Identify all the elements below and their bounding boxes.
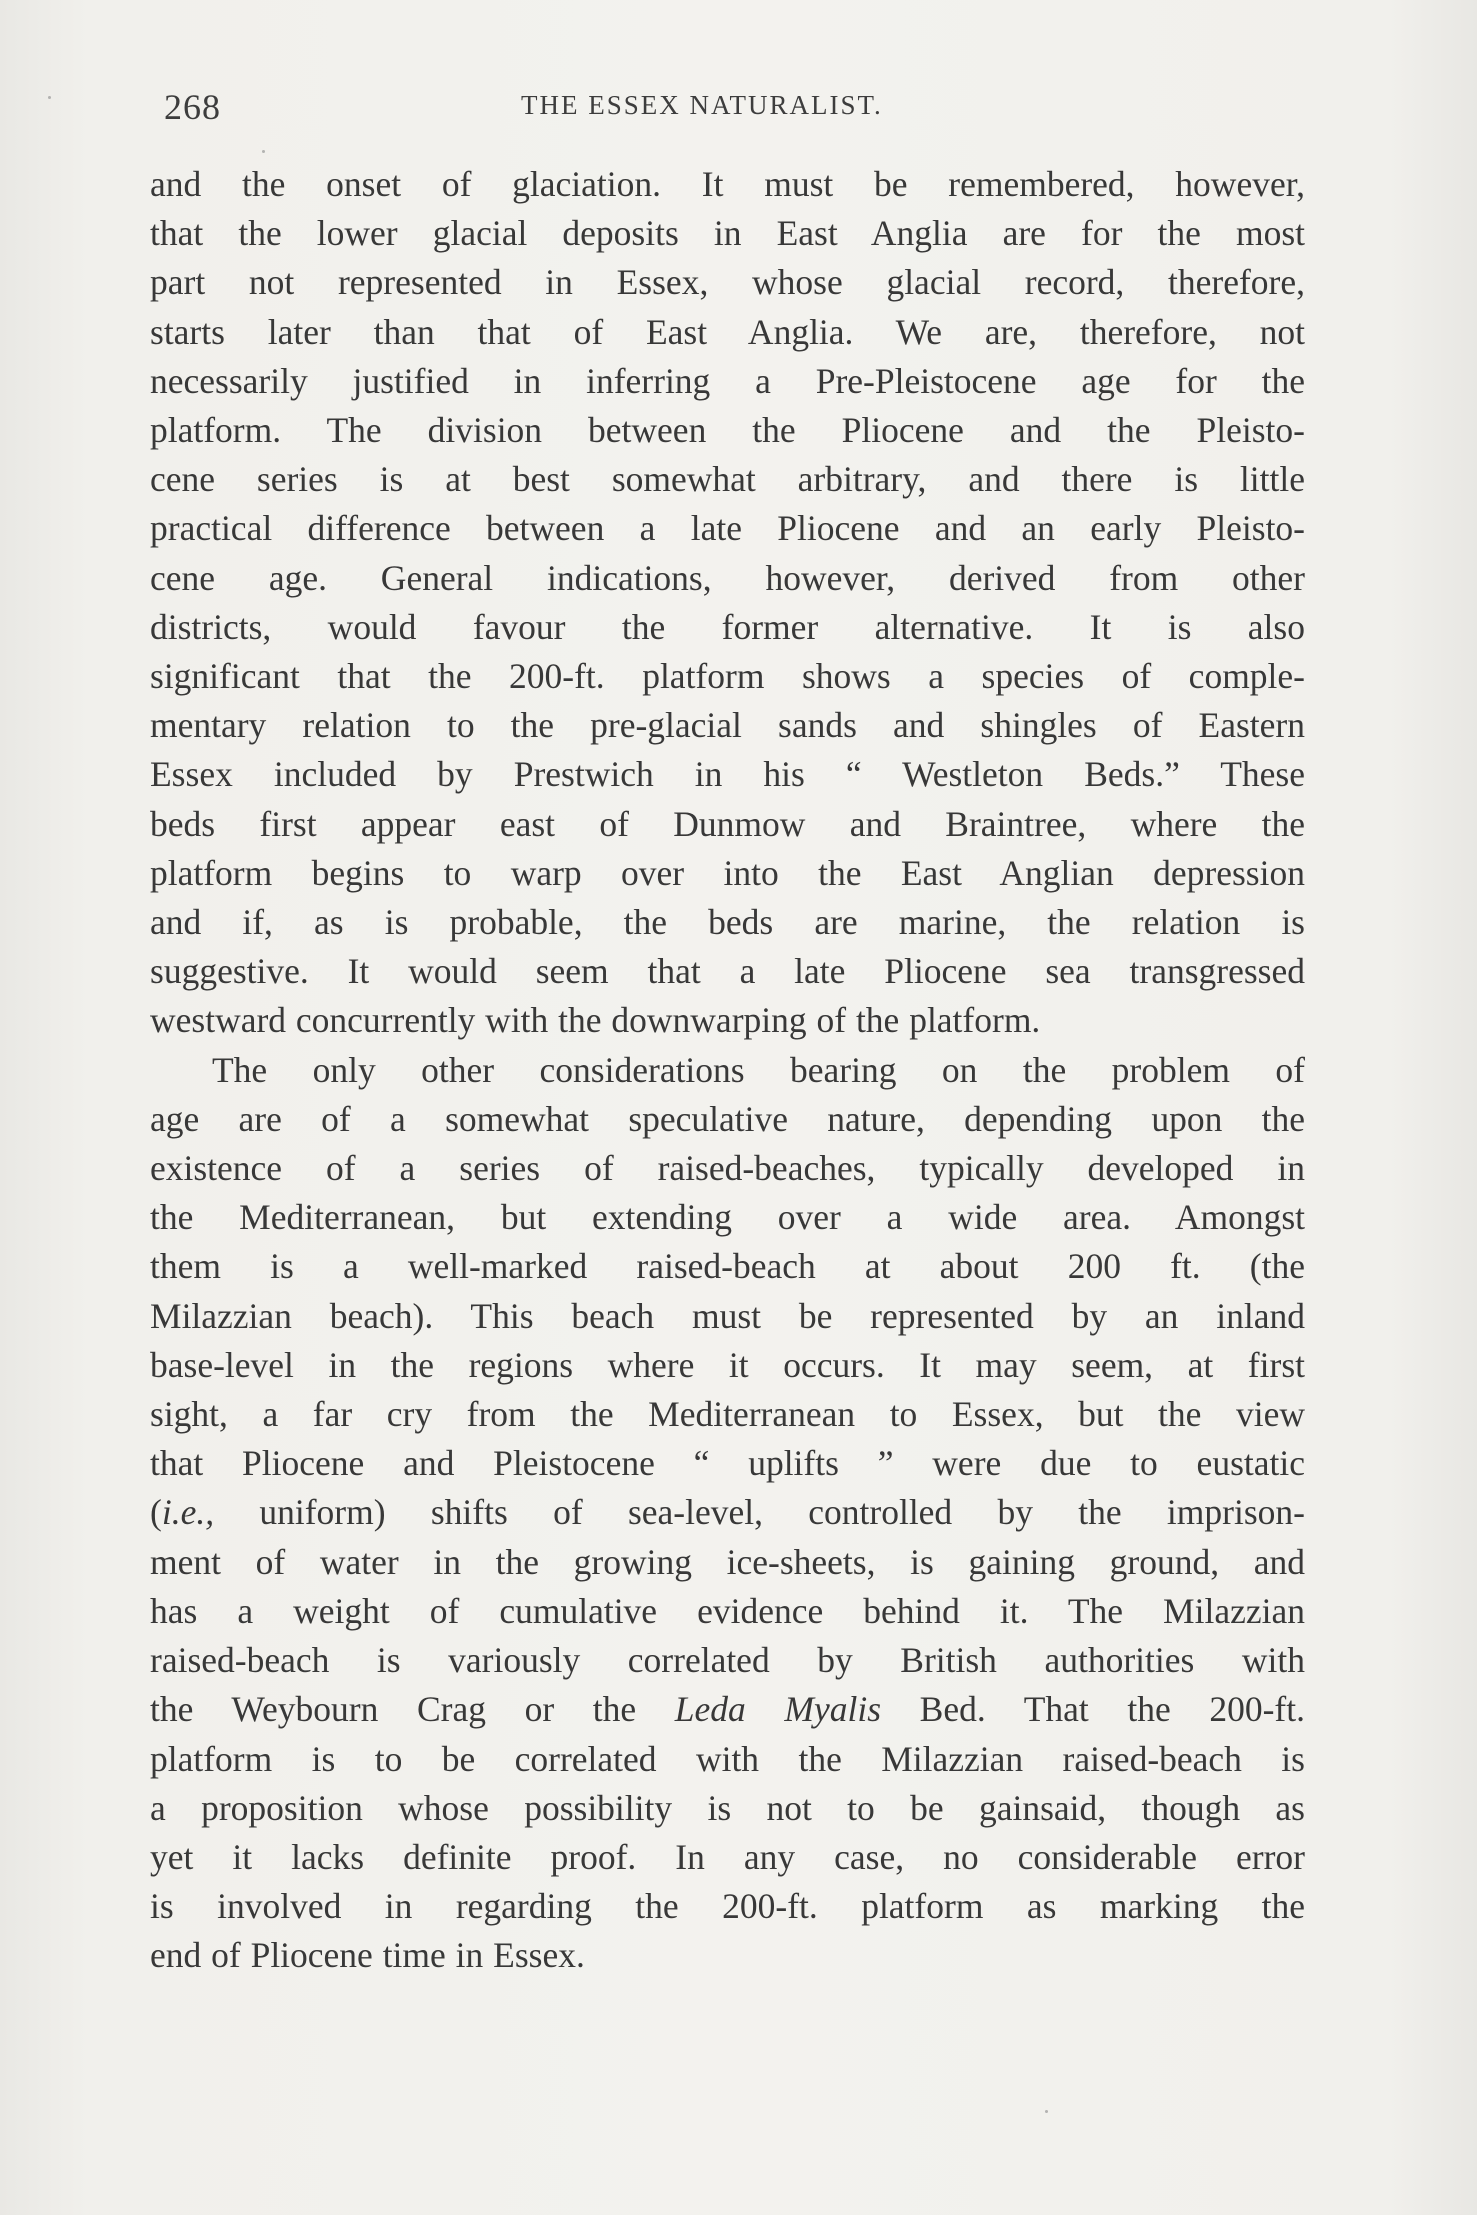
text-line: significant that the 200-ft. platform shows a species of comple- bbox=[150, 656, 1305, 697]
text-line: (i.e., uniform) shifts of sea-level, controlled by the imprison- bbox=[150, 1492, 1305, 1533]
text-line: them is a well-marked raised-beach at about 200 ft. (the bbox=[150, 1246, 1305, 1287]
text-line: the Mediterranean, but extending over a wide area. Amongst bbox=[150, 1197, 1305, 1238]
text-line: end of Pliocene time in Essex. bbox=[150, 1935, 585, 1976]
text-line: platform. The division between the Pliocene and the Pleisto- bbox=[150, 410, 1305, 451]
text-line: ment of water in the growing ice-sheets, is gaining ground, and bbox=[150, 1541, 1305, 1582]
text-line: beds first appear east of Dunmow and Braintree, where the bbox=[150, 803, 1305, 844]
text-line: age are of a somewhat speculative nature, depending upon the bbox=[150, 1098, 1305, 1139]
text-line: and if, as is probable, the beds are marine, the relation is bbox=[150, 902, 1305, 943]
paper-speck bbox=[1045, 2110, 1048, 2113]
body-text bbox=[150, 160, 1305, 1981]
text-line: base-level in the regions where it occurs. It may seem, at first bbox=[150, 1344, 1305, 1385]
text-line: mentary relation to the pre-glacial sands and shingles of Eastern bbox=[150, 705, 1305, 746]
text-line: cene series is at best somewhat arbitrary, and there is little bbox=[150, 459, 1305, 500]
text-line: The only other considerations bearing on the problem of bbox=[212, 1049, 1305, 1090]
paragraph-1 bbox=[150, 160, 1305, 1046]
text-line: Milazzian beach). This beach must be represented by an inland bbox=[150, 1295, 1305, 1336]
text-line: sight, a far cry from the Mediterranean to Essex, but the view bbox=[150, 1394, 1305, 1435]
paragraph-2 bbox=[150, 1046, 1305, 1981]
text-line: existence of a series of raised-beaches, typically developed in bbox=[150, 1148, 1305, 1189]
paper-speck bbox=[48, 96, 51, 99]
page-number: 268 bbox=[164, 87, 221, 127]
text-line: cene age. General indications, however, derived from other bbox=[150, 557, 1305, 598]
text-line: is involved in regarding the 200-ft. platform as marking the bbox=[150, 1886, 1305, 1927]
text-line: necessarily justified in inferring a Pre-Pleistocene age for the bbox=[150, 360, 1305, 401]
text-line: districts, would favour the former alternative. It is also bbox=[150, 606, 1305, 647]
text-line: practical difference between a late Pliocene and an early Pleisto- bbox=[150, 508, 1305, 549]
page-header bbox=[160, 80, 1300, 130]
text-line: and the onset of glaciation. It must be remembered, however, bbox=[150, 164, 1305, 204]
text-line: raised-beach is variously correlated by British authorities with bbox=[150, 1640, 1305, 1681]
text-line: part not represented in Essex, whose glacial record, therefore, bbox=[150, 262, 1305, 303]
paper-speck bbox=[262, 150, 265, 153]
text-line: a proposition whose possibility is not to be gainsaid, though as bbox=[150, 1787, 1305, 1828]
text-line: yet it lacks definite proof. In any case, no considerable error bbox=[150, 1836, 1305, 1877]
text-line: westward concurrently with the downwarping of the platform. bbox=[150, 1000, 1041, 1041]
text-line: starts later than that of East Anglia. We are, therefore, not bbox=[150, 311, 1305, 352]
text-line: that the lower glacial deposits in East Anglia are for the most bbox=[150, 213, 1305, 254]
text-line: suggestive. It would seem that a late Pliocene sea transgressed bbox=[150, 951, 1305, 992]
text-line: has a weight of cumulative evidence behind it. The Milazzian bbox=[150, 1590, 1305, 1631]
text-line: Essex included by Prestwich in his “ Westleton Beds.” These bbox=[150, 754, 1305, 795]
text-line: that Pliocene and Pleistocene “ uplifts ” were due to eustatic bbox=[150, 1443, 1305, 1484]
text-line: platform is to be correlated with the Milazzian raised-beach is bbox=[150, 1738, 1305, 1779]
text-line: platform begins to warp over into the East Anglian depression bbox=[150, 852, 1305, 893]
text-line: the Weybourn Crag or the Leda Myalis Bed. That the 200-ft. bbox=[150, 1689, 1305, 1730]
running-head: THE ESSEX NATURALIST. bbox=[521, 90, 883, 120]
